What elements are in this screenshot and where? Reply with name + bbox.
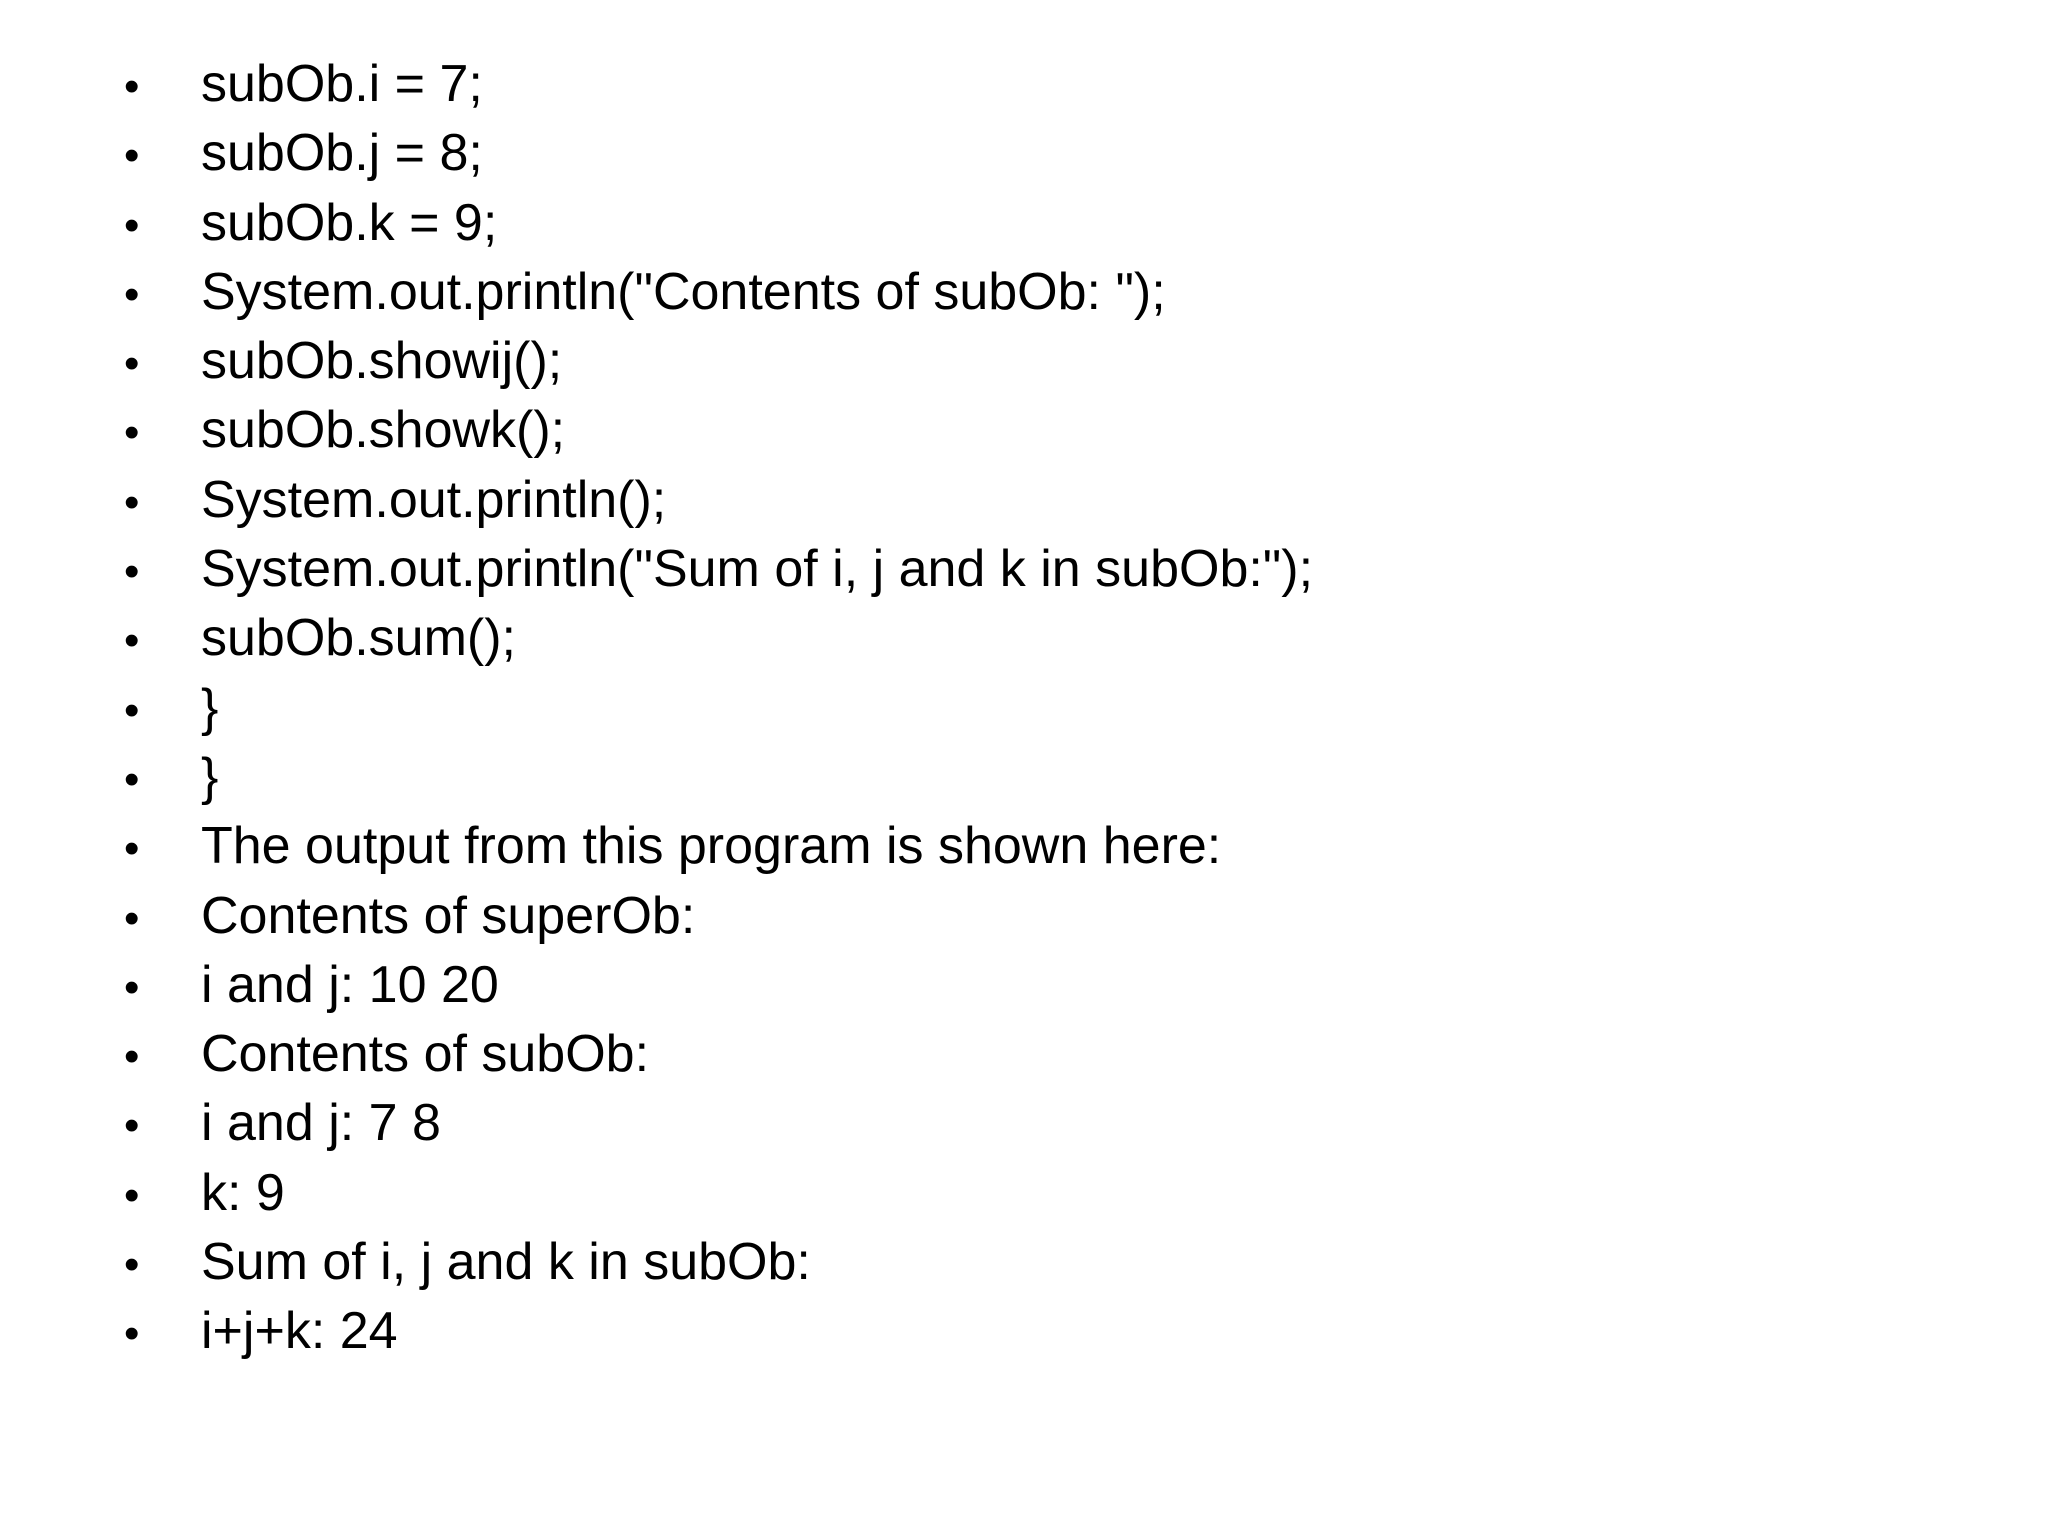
bullet-icon: • [124,754,140,804]
list-item-text: Contents of subOb: [201,1025,650,1084]
list-item [124,327,1313,396]
bullet-icon: • [124,824,140,874]
list-item-text: i and j: 7 8 [201,1094,441,1153]
list-item [124,1297,1313,1366]
bullet-icon: • [124,547,140,597]
list-item-text: Contents of superOb: [201,886,696,945]
bullet-icon: • [124,200,140,250]
list-item [124,258,1313,327]
list-item-text: } [201,747,219,806]
list-item-text: subOb.k = 9; [201,193,498,252]
bullet-icon: • [124,62,140,111]
bullet-icon: • [124,131,140,181]
list-item [124,882,1313,951]
list-item-text: Sum of i, j and k in subOb: [201,1233,811,1292]
list-item [124,1159,1313,1228]
bullet-icon: • [124,1240,140,1290]
list-item [124,189,1313,258]
list-item [124,466,1313,535]
list-item [124,604,1313,673]
list-item [124,1228,1313,1297]
list-item [124,674,1313,743]
list-item [124,743,1313,812]
list-item-text: subOb.j = 8; [201,124,483,183]
list-item [124,535,1313,604]
bullet-icon: • [124,1170,140,1220]
bullet-icon: • [124,893,140,943]
list-item [124,1020,1313,1089]
bullet-icon: • [124,477,140,527]
bullet-list [124,50,1313,1367]
list-item [124,1089,1313,1158]
bullet-icon: • [124,1032,140,1082]
list-item [124,951,1313,1020]
bullet-icon: • [124,339,140,389]
bullet-icon: • [124,1309,140,1359]
list-item-text: System.out.println(); [201,470,667,529]
list-item [124,396,1313,465]
bullet-icon: • [124,408,140,458]
list-item-text: subOb.showij(); [201,332,563,391]
bullet-icon: • [124,616,140,666]
list-item [124,119,1313,188]
bullet-icon: • [124,962,140,1012]
list-item-text: subOb.sum(); [201,609,516,668]
list-item-text: System.out.println("Sum of i, j and k in subOb:"); [201,540,1314,599]
bullet-icon: • [124,685,140,735]
list-item-text: i and j: 10 20 [201,955,499,1014]
list-item-text: subOb.showk(); [201,401,566,460]
list-item [124,812,1313,881]
list-item-text: The output from this program is shown here: [201,817,1222,876]
bullet-icon: • [124,269,140,319]
list-item-text: k: 9 [201,1163,285,1222]
bullet-icon: • [124,1101,140,1151]
list-item [124,50,1313,119]
list-item-text: } [201,678,219,737]
list-item-text: System.out.println("Contents of subOb: "); [201,262,1166,321]
list-item-text: subOb.i = 7; [201,55,483,113]
list-item-text: i+j+k: 24 [201,1302,398,1361]
